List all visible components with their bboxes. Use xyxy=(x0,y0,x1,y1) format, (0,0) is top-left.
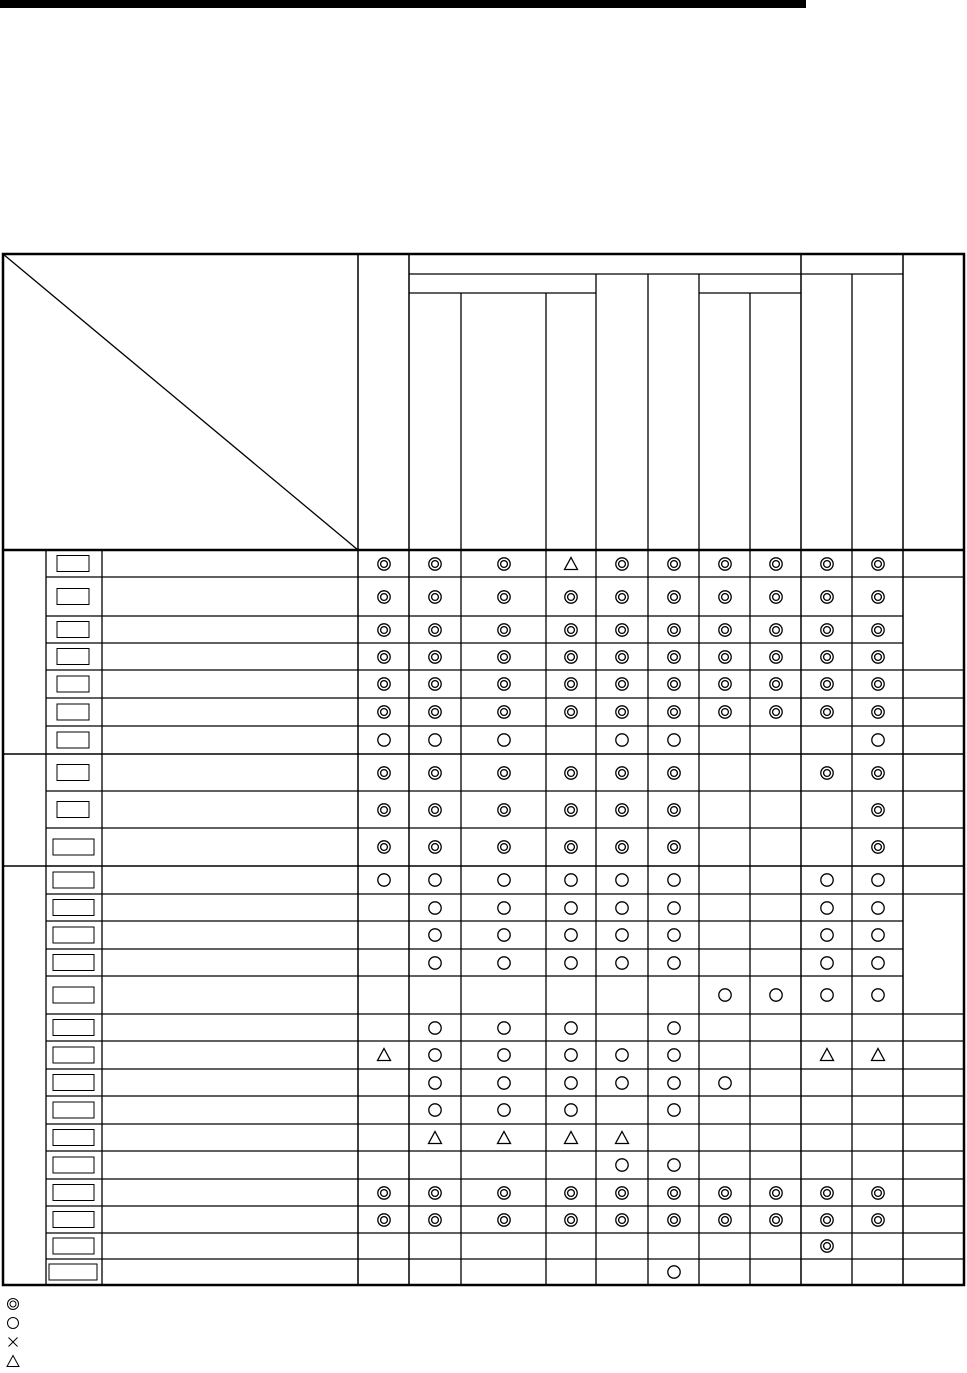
row-label-box xyxy=(53,1212,94,1228)
row-label-box xyxy=(57,704,89,720)
row-label-box xyxy=(53,1102,94,1118)
row-label-box xyxy=(57,556,89,572)
row-label-box xyxy=(57,765,89,781)
row-label-box xyxy=(53,1157,94,1173)
row-label-box xyxy=(53,955,94,971)
row-label-box xyxy=(53,987,94,1003)
row-label-box xyxy=(57,589,89,605)
row-label-box xyxy=(53,839,94,855)
row-label-box xyxy=(53,1238,94,1254)
row-label-box xyxy=(53,1130,94,1146)
table-border xyxy=(3,254,964,1285)
legend-double-circle-icon xyxy=(6,1297,22,1311)
row-label-box xyxy=(53,1020,94,1036)
legend-circle-icon xyxy=(6,1316,22,1330)
row-label-box xyxy=(53,927,94,943)
row-label-box xyxy=(57,732,89,748)
row-label-box xyxy=(57,622,89,638)
row-label-box xyxy=(53,1185,94,1201)
row-label-box xyxy=(53,900,94,916)
row-label-box xyxy=(57,676,89,692)
legend-triangle-icon xyxy=(6,1354,22,1368)
row-label-box xyxy=(53,1047,94,1063)
header-diagonal xyxy=(3,254,358,550)
row-label-box xyxy=(57,802,89,818)
legend-cross-icon xyxy=(6,1335,22,1349)
row-label-box xyxy=(57,649,89,665)
row-label-box xyxy=(53,1075,94,1091)
row-label-box xyxy=(49,1264,97,1280)
row-label-box xyxy=(53,872,94,888)
